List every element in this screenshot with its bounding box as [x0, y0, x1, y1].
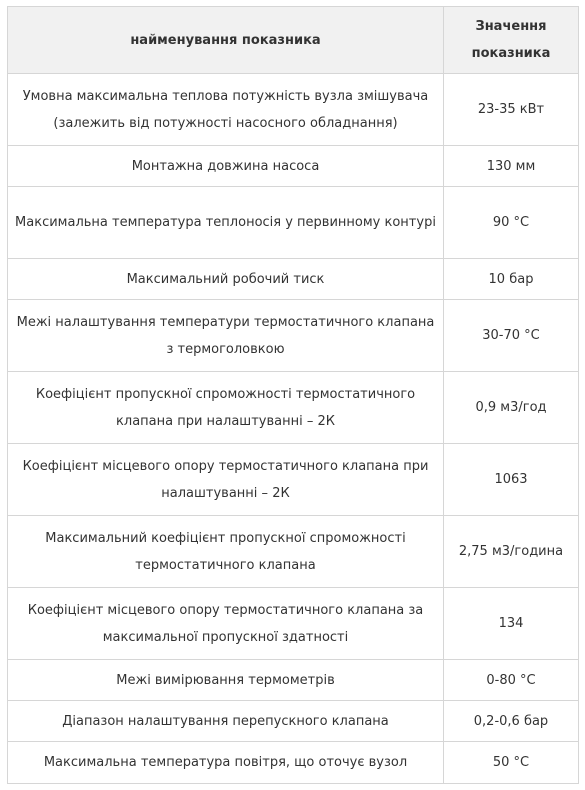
- table-row: [8, 146, 579, 187]
- table-row: [8, 742, 579, 784]
- table-row: [8, 444, 579, 516]
- row-value: 30-70 °C: [444, 300, 579, 372]
- table-row: [8, 74, 579, 146]
- table-row: [8, 588, 579, 660]
- row-name: Максимальна температура повітря, що оточує вузол: [8, 742, 444, 784]
- row-value: 0,9 м3/год: [444, 372, 579, 444]
- row-name: Діапазон налаштування перепускного клапана: [8, 701, 444, 742]
- table-row: [8, 300, 579, 372]
- specs-table-container: [7, 6, 578, 784]
- row-value: 90 °C: [444, 187, 579, 259]
- row-value: 1063: [444, 444, 579, 516]
- header-name: найменування показника: [8, 7, 444, 74]
- row-name: Максимальний коефіцієнт пропускної спроможності термостатичного клапана: [8, 516, 444, 588]
- row-name: Максимальний робочий тиск: [8, 259, 444, 300]
- row-value: 50 °C: [444, 742, 579, 784]
- table-row: [8, 259, 579, 300]
- row-value: 0,2-0,6 бар: [444, 701, 579, 742]
- table-row: [8, 187, 579, 259]
- table-row: [8, 660, 579, 701]
- table-header-row: [8, 7, 579, 74]
- row-name: Коефіцієнт пропускної спроможності термостатичного клапана при налаштуванні – 2К: [8, 372, 444, 444]
- row-name: Монтажна довжина насоса: [8, 146, 444, 187]
- row-value: 2,75 м3/година: [444, 516, 579, 588]
- row-name: Коефіцієнт місцевого опору термостатичного клапана за максимальної пропускної здатності: [8, 588, 444, 660]
- row-name: Коефіцієнт місцевого опору термостатичного клапана при налаштуванні – 2К: [8, 444, 444, 516]
- specs-table: [7, 6, 579, 784]
- row-name: Межі вимірювання термометрів: [8, 660, 444, 701]
- row-value: 130 мм: [444, 146, 579, 187]
- table-row: [8, 372, 579, 444]
- row-name: Максимальна температура теплоносія у первинному контурі: [8, 187, 444, 259]
- table-row: [8, 701, 579, 742]
- row-value: 23-35 кВт: [444, 74, 579, 146]
- row-name: Умовна максимальна теплова потужність вузла змішувача (залежить від потужності насосного обладнання): [8, 74, 444, 146]
- row-name: Межі налаштування температури термостатичного клапана з термоголовкою: [8, 300, 444, 372]
- table-row: [8, 516, 579, 588]
- row-value: 0-80 °C: [444, 660, 579, 701]
- row-value: 134: [444, 588, 579, 660]
- header-value: Значення показника: [444, 7, 579, 74]
- row-value: 10 бар: [444, 259, 579, 300]
